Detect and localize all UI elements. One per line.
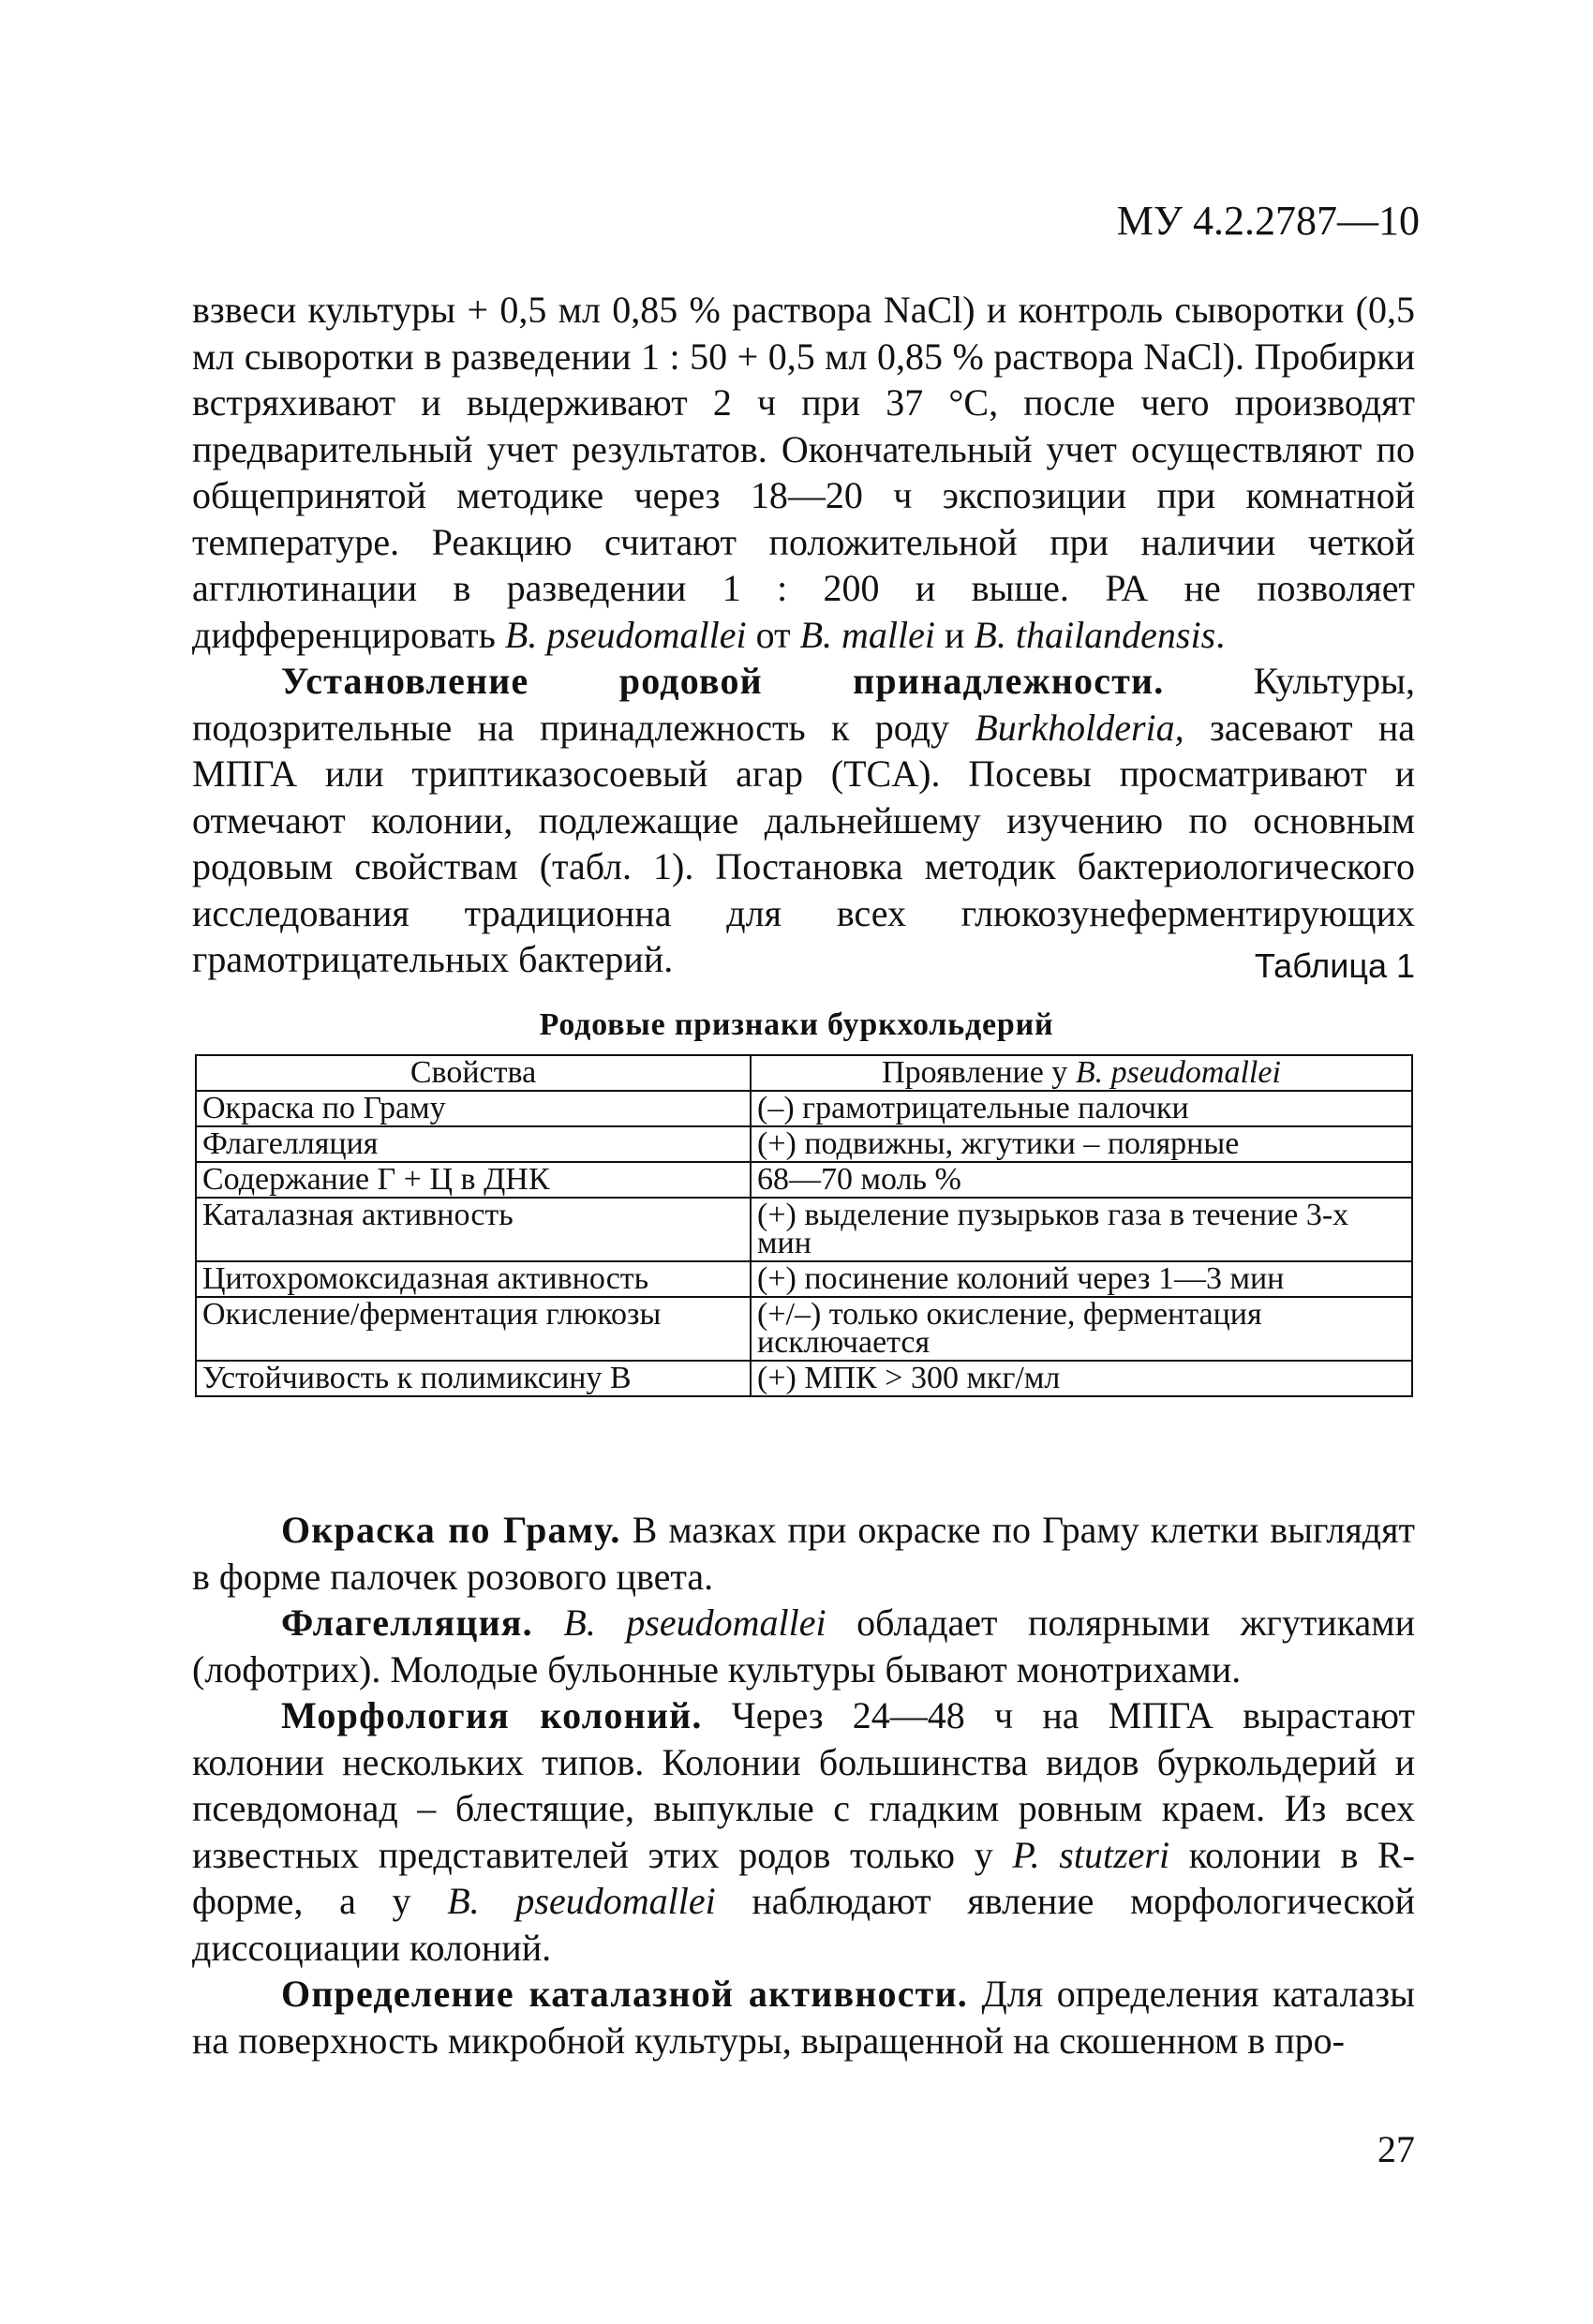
- section-heading: Морфология колоний.: [281, 1694, 703, 1736]
- table-header-row: [196, 1055, 1412, 1091]
- document-code: МУ 4.2.2787—10: [1116, 198, 1420, 244]
- value-cell: (+) выделение пузырьков газа в течение 3-х мин: [751, 1198, 1412, 1261]
- property-cell: Цитохромоксидазная активность: [196, 1261, 751, 1297]
- paragraph-flagellation: Флагелляция. B. pseudomallei обладает полярными жгутиками (лофотрих). Молодые бульонные культуры бывают монотрихами.: [192, 1601, 1416, 1691]
- species-name: B. mallei: [799, 613, 935, 656]
- table-row: [196, 1261, 1412, 1297]
- value-cell: (+) МПК > 300 мкг/мл: [751, 1361, 1412, 1396]
- species-name: P. stutzeri: [1012, 1833, 1170, 1876]
- property-cell: Содержание Г + Ц в ДНК: [196, 1162, 751, 1198]
- table-row: [196, 1198, 1412, 1261]
- table-row: [196, 1297, 1412, 1361]
- species-name: B. pseudomallei: [563, 1601, 826, 1644]
- property-cell: Окраска по Граму: [196, 1091, 751, 1126]
- property-cell: Устойчивость к полимиксину В: [196, 1361, 751, 1396]
- value-cell: (–) грамотрицательные палочки: [751, 1091, 1412, 1126]
- paragraph-genus: Установление родовой принадлежности. Культуры, подозрительные на принадлежность к роду Burkholderia, засевают на МПГА или триптиказосоевый агар (TCA). Посевы просматривают и отмечают колонии, подлежащие дальнейшему изучению по основным родовым свойствам (табл. 1). Постановка методик бактериологического исследования традиционна для всех глюкозунеферментирующих грамотрицательных бактерий.: [192, 660, 1416, 980]
- properties-table: [195, 1054, 1413, 1397]
- genus-name: Burkholderia,: [975, 706, 1184, 749]
- table-row: [196, 1361, 1412, 1396]
- value-cell: (+/–) только окисление, ферментация исключается: [751, 1297, 1412, 1361]
- property-cell: Флагелляция: [196, 1126, 751, 1162]
- table-row: [196, 1091, 1412, 1126]
- section-heading: Определение каталазной активности.: [281, 1973, 968, 2015]
- column-header-properties: Свойства: [196, 1055, 751, 1091]
- table-row: [196, 1162, 1412, 1198]
- value-cell: 68—70 моль %: [751, 1162, 1412, 1198]
- paragraph-catalase: Определение каталазной активности. Для определения каталазы на поверхность микробной культуры, выращенной на скошенном в про-: [192, 1973, 1415, 2062]
- section-heading: Окраска по Граму.: [281, 1509, 621, 1551]
- paragraph-gram-stain: Окраска по Граму. В мазках при окраске по Граму клетки выглядят в форме палочек розового цвета.: [192, 1509, 1415, 1598]
- property-cell: Каталазная активность: [196, 1198, 751, 1261]
- table-label: Таблица 1: [1254, 946, 1415, 985]
- property-cell: Окисление/ферментация глюкозы: [196, 1297, 751, 1361]
- column-header-manifestation: Проявление у B. pseudomallei: [751, 1055, 1412, 1091]
- table-row: [196, 1126, 1412, 1162]
- page-number: 27: [1377, 2128, 1415, 2170]
- species-name: B. pseudomallei: [447, 1880, 716, 1922]
- table-title: Родовые признаки буркхольдерий: [539, 1007, 1054, 1042]
- value-cell: (+) подвижны, жгутики – полярные: [751, 1126, 1412, 1162]
- paragraphs-after-table: [192, 1507, 1415, 2063]
- paragraph-colony-morphology: Морфология колоний. Через 24—48 ч на МПГА вырастают колонии нескольких типов. Колонии большинства видов буркольдерий и псевдомонад – блестящие, выпуклые с гладким ровным краем. Из всех известных представителей этих родов только у P. stutzeri колонии в R-форме, а у B. pseudomallei наблюдают явление морфологической диссоциации колоний.: [192, 1694, 1416, 1969]
- value-cell: (+) посинение колоний через 1—3 мин: [751, 1261, 1412, 1297]
- species-name: B. pseudomallei: [504, 613, 747, 656]
- paragraph-agglutination: взвеси культуры + 0,5 мл 0,85 % раствора NaCl) и контроль сыворотки (0,5 мл сыворотки в разведении 1 : 50 + 0,5 мл 0,85 % раствора NaCl). Пробирки встряхивают и выдерживают 2 ч при 37 °С, после чего производят предварительный учет результатов. Окончательный учет осуществляют по общепринятой методике через 18—20 ч экспозиции при комнатной температуре. Реакцию считают положительной при наличии четкой агглютинации в разведении 1 : 200 и выше. РА не позволяет дифференцировать B. pseudomallei от B. mallei и B. thailandensis. Установление родовой принадлежности. Культуры, подозрительные на принадлежность к роду Burkholderia, засевают на МПГА или триптиказосоевый агар (TCA). Посевы просматривают и отмечают колонии, подлежащие дальнейшему изучению по основным родовым свойствам (табл. 1). Постановка методик бактериологического исследования традиционна для всех глюкозунеферментирующих грамотрицательных бактерий.: [192, 287, 1415, 983]
- section-heading: Установление родовой принадлежности.: [281, 660, 1165, 702]
- species-name: B. thailandensis: [974, 613, 1216, 656]
- section-heading: Флагелляция.: [281, 1601, 533, 1644]
